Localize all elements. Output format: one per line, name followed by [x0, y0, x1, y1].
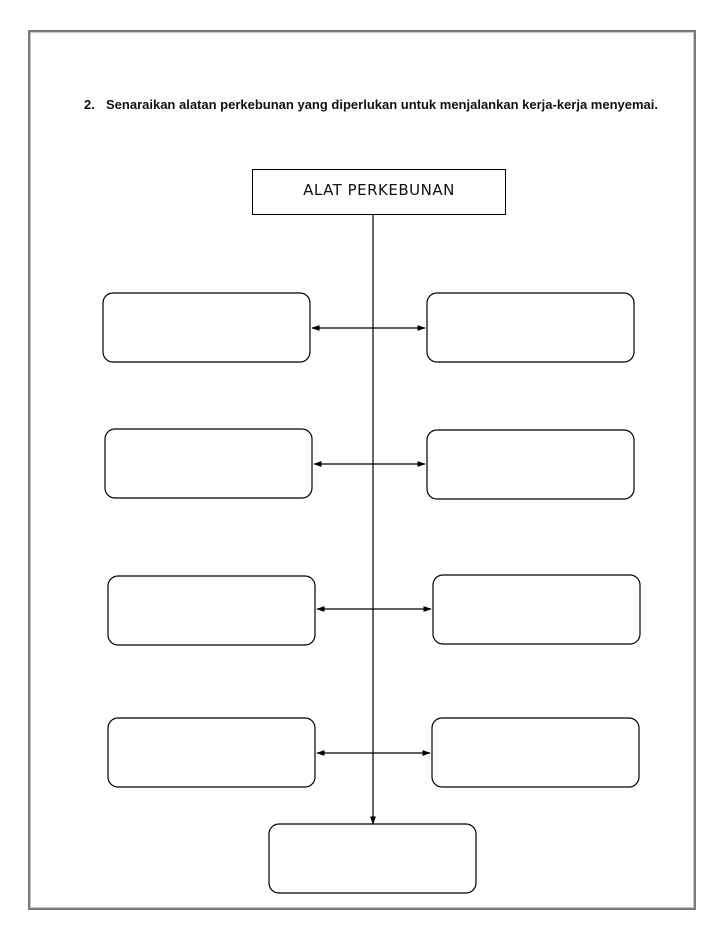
answer-box-2-right[interactable]	[427, 430, 634, 499]
answer-box-4-left[interactable]	[108, 718, 315, 787]
answer-box-2-left[interactable]	[105, 429, 312, 498]
answer-box-4-right[interactable]	[432, 718, 639, 787]
question-number: 2.	[84, 97, 95, 112]
answer-box-5-bottom[interactable]	[269, 824, 476, 893]
answer-box-1-left[interactable]	[103, 293, 310, 362]
question-text: Senaraikan alatan perkebunan yang diperlukan untuk menjalankan kerja-kerja menyemai.	[106, 97, 658, 112]
diagram-title-box: ALAT PERKEBUNAN	[252, 169, 506, 215]
answer-box-3-left[interactable]	[108, 576, 315, 645]
answer-box-3-right[interactable]	[433, 575, 640, 644]
answer-box-1-right[interactable]	[427, 293, 634, 362]
